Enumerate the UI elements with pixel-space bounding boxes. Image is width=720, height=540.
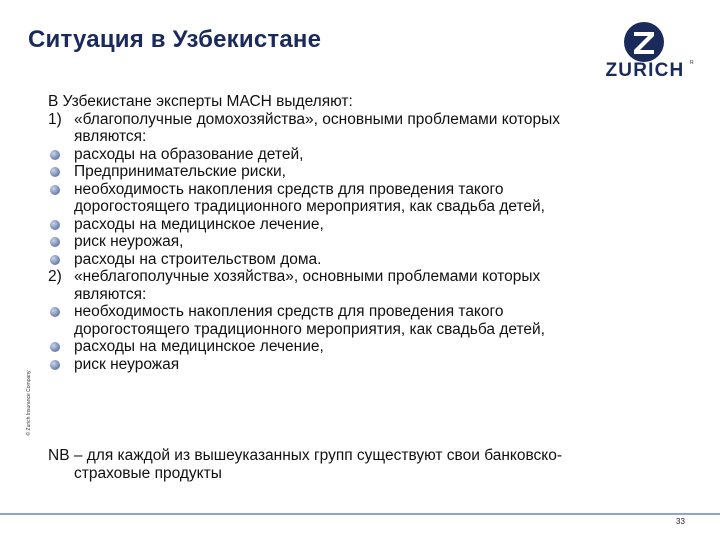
bullet-item-continuation: дорогостоящего традиционного мероприятия, как свадьба детей,: [74, 198, 545, 215]
bullet-dot-icon: [50, 307, 60, 317]
group-1-marker: 1): [48, 110, 62, 128]
slide-title: Ситуация в Узбекистане: [28, 26, 322, 53]
group-1-heading: [48, 111, 678, 129]
bullet-item: расходы на строительством дома.: [48, 251, 678, 269]
footer-rule: [0, 513, 720, 515]
bullet-dot-icon: [50, 167, 60, 177]
bullet-dot-icon: [50, 342, 60, 352]
page-number: 33: [676, 517, 685, 526]
bullet-item: необходимость накопления средств для проведения такого: [48, 303, 678, 321]
bullet-dot-icon: [50, 220, 60, 230]
slide-body: [48, 93, 678, 373]
bullet-dot-icon: [50, 185, 60, 195]
group-1-line1: «благополучные домохозяйства», основными проблемами которых: [74, 110, 561, 128]
side-copyright: © Zurich Insurance Company: [26, 370, 32, 436]
bullet-dot-icon: [50, 237, 60, 247]
group-1-line2: являются:: [74, 128, 147, 145]
bullet-dot-icon: [50, 150, 60, 160]
nb-line2: страховые продукты: [74, 464, 222, 482]
bullet-dot-icon: [50, 360, 60, 370]
bullet-item: риск неурожая: [48, 356, 678, 374]
bullet-item: расходы на образование детей,: [48, 146, 678, 164]
nb-line1: NB – для каждой из вышеуказанных групп существуют свои банковско-: [48, 447, 563, 464]
bullet-dot-icon: [50, 255, 60, 265]
group-2-marker: 2): [48, 268, 62, 285]
group-2-line1: «неблагополучные хозяйства», основными проблемами которых: [74, 268, 541, 285]
registered-mark: R: [690, 60, 694, 66]
intro-line: В Узбекистане эксперты МАСН выделяют:: [48, 93, 353, 110]
logo-wordmark: ZURICH: [605, 60, 685, 81]
bullet-item: расходы на медицинское лечение,: [48, 338, 678, 356]
bullet-item: риск неурожая,: [48, 233, 678, 251]
bullet-item: необходимость накопления средств для проведения такого: [48, 181, 678, 199]
bullet-item: расходы на медицинское лечение,: [48, 216, 678, 234]
group-2-heading: [48, 268, 678, 286]
bullet-item-continuation: дорогостоящего традиционного мероприятия, как свадьба детей,: [74, 320, 545, 338]
group-2-line2: являются:: [74, 285, 147, 303]
nb-note: [48, 447, 668, 482]
bullet-item: Предпринимательские риски,: [48, 163, 678, 181]
